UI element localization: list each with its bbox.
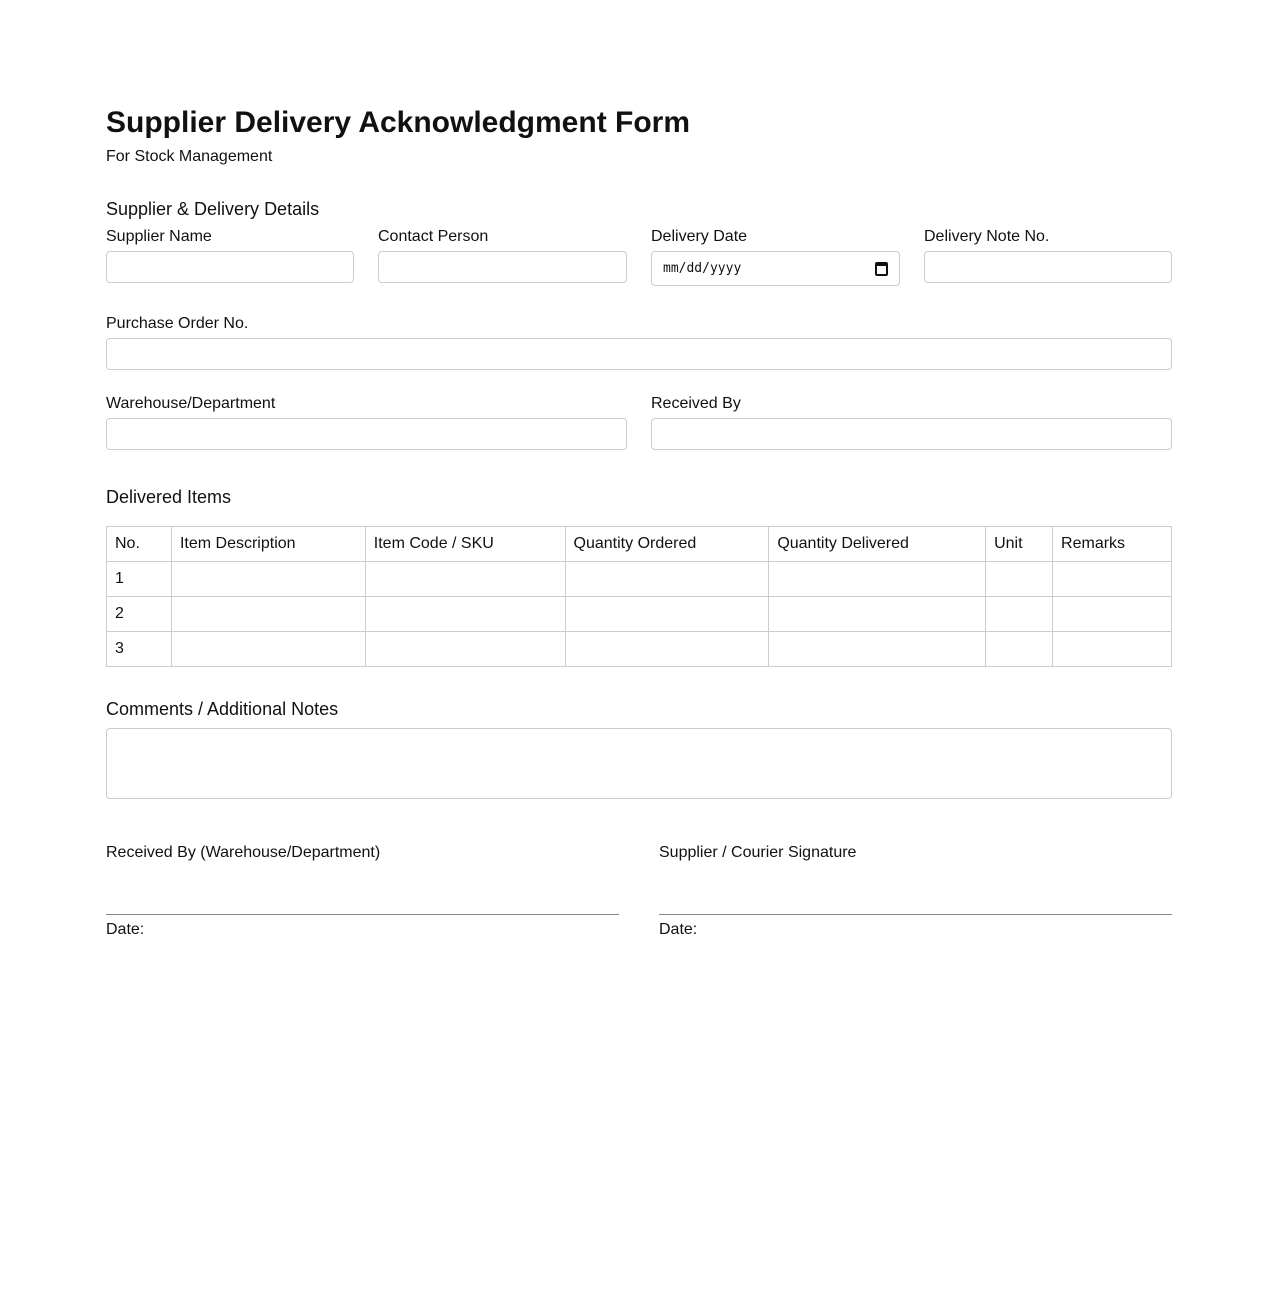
- supplier-name-input[interactable]: [106, 251, 354, 283]
- supplier-signature-label: Supplier / Courier Signature: [659, 844, 857, 861]
- received-by-signature-label: Received By (Warehouse/Department): [106, 844, 381, 861]
- section-heading-details: Supplier & Delivery Details: [106, 199, 320, 219]
- supplier-name-label: Supplier Name: [106, 228, 212, 245]
- warehouse-label: Warehouse/Department: [106, 395, 276, 412]
- table-cell[interactable]: [171, 597, 365, 632]
- column-header: Item Code / SKU: [365, 527, 565, 562]
- column-header: Quantity Delivered: [769, 527, 986, 562]
- column-header: No.: [107, 527, 172, 562]
- warehouse-input[interactable]: [106, 418, 627, 450]
- table-cell[interactable]: [565, 597, 769, 632]
- supplier-signature-line: [659, 914, 1172, 915]
- delivery-note-input[interactable]: [924, 251, 1172, 283]
- table-cell[interactable]: [986, 597, 1053, 632]
- row-number: 2: [107, 597, 172, 632]
- items-table: [106, 526, 1172, 667]
- delivery-date-label: Delivery Date: [651, 228, 748, 245]
- table-cell[interactable]: [1053, 597, 1172, 632]
- table-cell[interactable]: [769, 597, 986, 632]
- column-header: Quantity Ordered: [565, 527, 769, 562]
- po-input[interactable]: [106, 338, 1172, 370]
- table-row: [107, 632, 1172, 667]
- table-cell[interactable]: [1053, 632, 1172, 667]
- delivery-note-label: Delivery Note No.: [924, 228, 1050, 245]
- table-cell[interactable]: [769, 562, 986, 597]
- page-subtitle: For Stock Management: [106, 148, 273, 165]
- delivery-date-input[interactable]: [651, 251, 900, 286]
- table-cell[interactable]: [769, 632, 986, 667]
- table-cell[interactable]: [171, 562, 365, 597]
- column-header: Unit: [986, 527, 1053, 562]
- table-row: [107, 597, 1172, 632]
- calendar-icon[interactable]: [875, 262, 888, 276]
- contact-person-input[interactable]: [378, 251, 627, 283]
- section-heading-comments: Comments / Additional Notes: [106, 699, 339, 719]
- table-cell[interactable]: [1053, 562, 1172, 597]
- row-number: 3: [107, 632, 172, 667]
- table-cell[interactable]: [365, 562, 565, 597]
- table-cell[interactable]: [171, 632, 365, 667]
- table-cell[interactable]: [365, 632, 565, 667]
- table-header-row: [107, 527, 1172, 562]
- table-cell[interactable]: [986, 632, 1053, 667]
- supplier-date-label: Date:: [659, 921, 698, 938]
- table-row: [107, 562, 1172, 597]
- table-cell[interactable]: [986, 562, 1053, 597]
- section-heading-items: Delivered Items: [106, 487, 232, 507]
- comments-textarea[interactable]: [106, 728, 1172, 799]
- date-placeholder: mm/dd/yyyy: [663, 261, 742, 276]
- table-cell[interactable]: [565, 562, 769, 597]
- column-header: Item Description: [171, 527, 365, 562]
- po-label: Purchase Order No.: [106, 315, 249, 332]
- page-title: Supplier Delivery Acknowledgment Form: [106, 106, 691, 139]
- table-cell[interactable]: [365, 597, 565, 632]
- contact-person-label: Contact Person: [378, 228, 489, 245]
- received-by-label: Received By: [651, 395, 741, 412]
- received-by-date-label: Date:: [106, 921, 145, 938]
- received-by-input[interactable]: [651, 418, 1172, 450]
- column-header: Remarks: [1053, 527, 1172, 562]
- table-cell[interactable]: [565, 632, 769, 667]
- received-by-signature-line: [106, 914, 619, 915]
- row-number: 1: [107, 562, 172, 597]
